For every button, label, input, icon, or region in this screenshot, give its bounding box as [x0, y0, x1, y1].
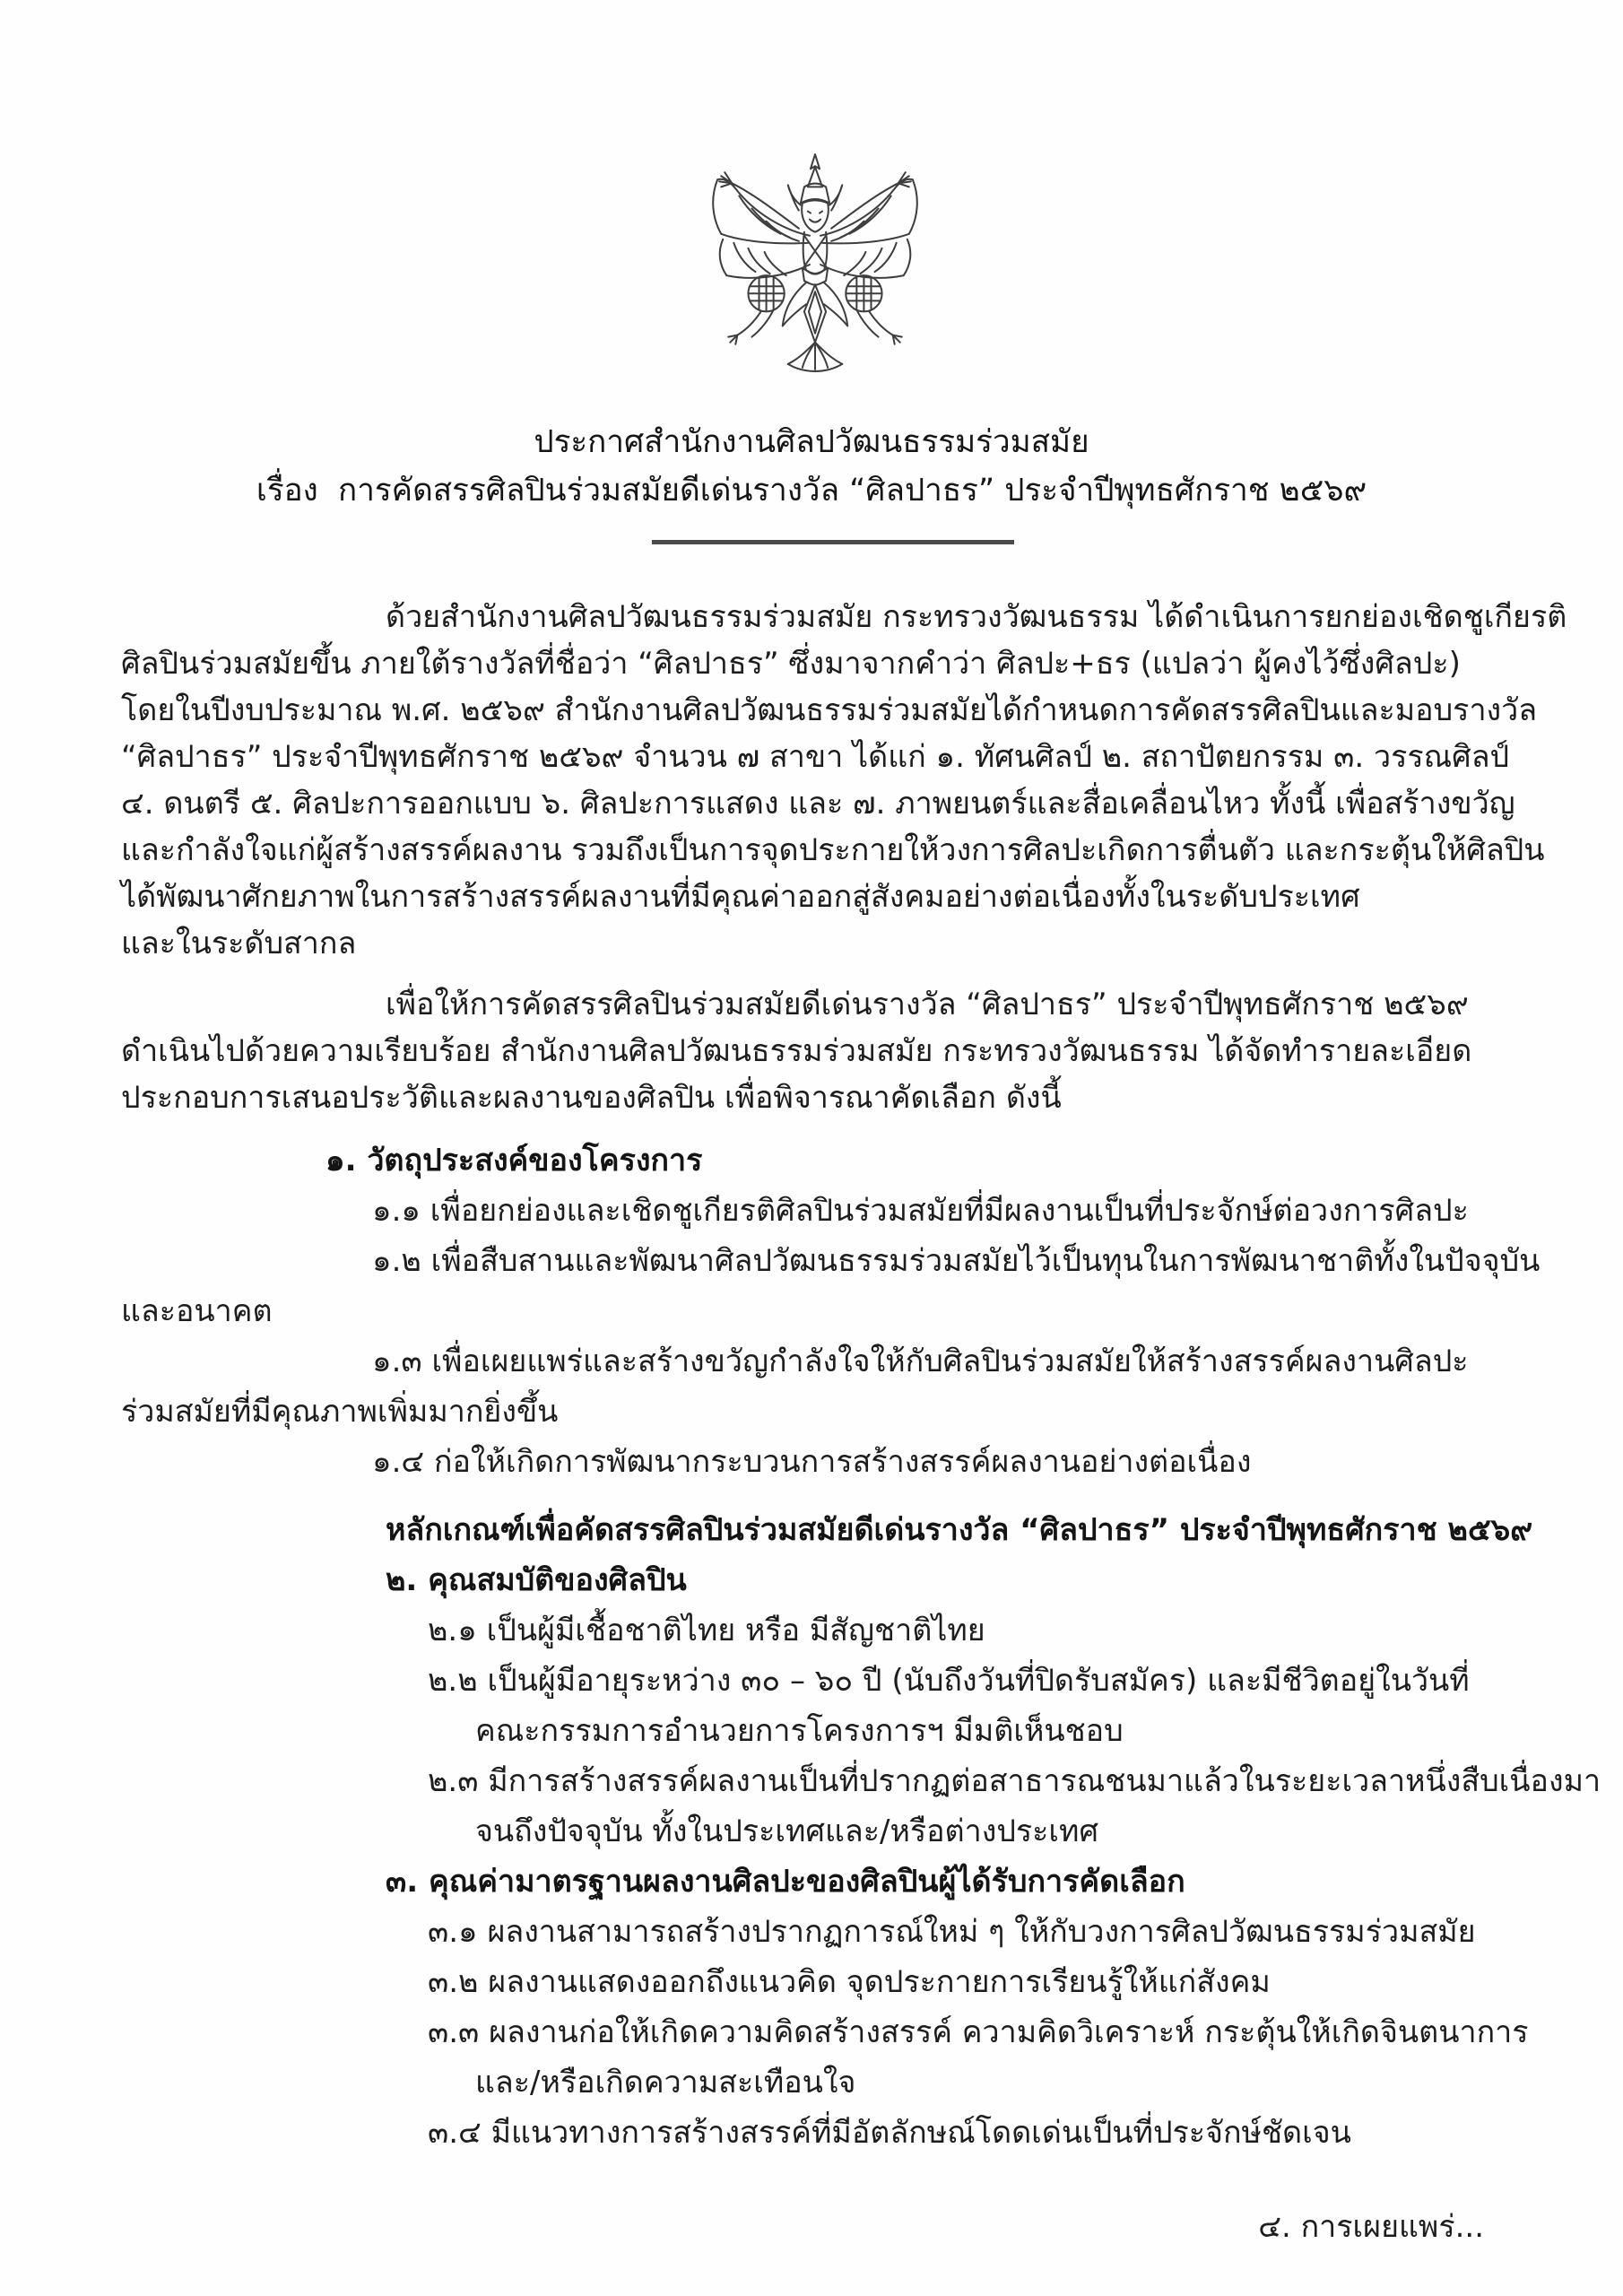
document-line: ๓.๓ ผลงานก่อให้เกิดความคิดสร้างสรรค์ ความคิดวิเคราะห์ กระตุ้นให้เกิดจินตนาการ: [428, 2014, 1529, 2050]
garuda-emblem-icon: [698, 146, 933, 378]
document-line: ๑. วัตถุประสงค์ของโครงการ: [325, 1143, 703, 1178]
document-line: และกำลังใจแก่ผู้สร้างสรรค์ผลงาน รวมถึงเป็นการจุดประกายให้วงการศิลปะเกิดการตื่นตัว และกระตุ้นให้ศิลปิน: [121, 832, 1545, 868]
announcement-title: ประกาศสำนักงานศิลปวัฒนธรรมร่วมสมัย: [534, 424, 1089, 460]
document-line: ด้วยสำนักงานศิลปวัฒนธรรมร่วมสมัย กระทรวงวัฒนธรรม ได้ดำเนินการยกย่องเชิดชูเกียรติ: [386, 599, 1567, 635]
page-catchword: ๔. การเผยแพร่...: [1258, 2209, 1484, 2245]
document-line: ๒.๒ เป็นผู้มีอายุระหว่าง ๓๐ – ๖๐ ปี (นับถึงวันที่ปิดรับสมัคร) และมีชีวิตอยู่ในวันที่: [428, 1663, 1470, 1699]
document-line: และอนาคต: [121, 1293, 273, 1329]
document-line: ๒.๓ มีการสร้างสรรค์ผลงานเป็นที่ปรากฏต่อสาธารณชนมาแล้วในระยะเวลาหนึ่งสืบเนื่องมา: [428, 1763, 1601, 1799]
document-line: ๑.๑ เพื่อยกย่องและเชิดชูเกียรติศิลปินร่วมสมัยที่มีผลงานเป็นที่ประจักษ์ต่อวงการศิลปะ: [372, 1193, 1469, 1229]
document-line: ๓.๒ ผลงานแสดงออกถึงแนวคิด จุดประกายการเรียนรู้ให้แก่สังคม: [428, 1964, 1271, 2000]
title-block: [0, 418, 1623, 515]
document-line: ศิลปินร่วมสมัยขึ้น ภายใต้รางวัลที่ชื่อว่า “ศิลปาธร” ซึ่งมาจากคำว่า ศิลปะ+ธร (แปลว่า ผู้คงไว้ซึ่งศิลปะ): [121, 646, 1461, 682]
document-line: ร่วมสมัยที่มีคุณภาพเพิ่มมากยิ่งขึ้น: [121, 1394, 559, 1430]
document-line: คณะกรรมการอำนวยการโครงการฯ มีมติเห็นชอบ: [475, 1713, 1124, 1749]
document-line: และ/หรือเกิดความสะเทือนใจ: [475, 2065, 856, 2100]
document-line: ๑.๔ ก่อให้เกิดการพัฒนากระบวนการสร้างสรรค์ผลงานอย่างต่อเนื่อง: [372, 1444, 1252, 1480]
document-line: ๓.๔ มีแนวทางการสร้างสรรค์ที่มีอัตลักษณ์โดดเด่นเป็นที่ประจักษ์ชัดเจน: [428, 2115, 1351, 2151]
document-line: ๑.๒ เพื่อสืบสานและพัฒนาศิลปวัฒนธรรมร่วมสมัยไว้เป็นทุนในการพัฒนาชาติทั้งในปัจจุบัน: [372, 1243, 1541, 1279]
title-divider: [652, 540, 1014, 544]
document-line: ดำเนินไปด้วยความเรียบร้อย สำนักงานศิลปวัฒนธรรมร่วมสมัย กระทรวงวัฒนธรรม ได้จัดทำรายละเอียด: [121, 1033, 1472, 1069]
document-line: ๑.๓ เพื่อเผยแพร่และสร้างขวัญกำลังใจให้กับศิลปินร่วมสมัยให้สร้างสรรค์ผลงานศิลปะ: [372, 1344, 1469, 1379]
document-line: “ศิลปาธร” ประจำปีพุทธศักราช ๒๕๖๙ จำนวน ๗ สาขา ได้แก่ ๑. ทัศนศิลป์ ๒. สถาปัตยกรรม ๓. วรรณศิลป์: [121, 739, 1510, 775]
document-line: โดยในปีงบประมาณ พ.ศ. ๒๕๖๙ สำนักงานศิลปวัฒนธรรมร่วมสมัยได้กำหนดการคัดสรรศิลปินและมอบรางวัล: [121, 692, 1538, 728]
document-line: ๓.๑ ผลงานสามารถสร้างปรากฏการณ์ใหม่ ๆ ให้กับวงการศิลปวัฒนธรรมร่วมสมัย: [428, 1914, 1476, 1950]
document-line: ได้พัฒนาศักยภาพในการสร้างสรรค์ผลงานที่มีคุณค่าออกสู่สังคมอย่างต่อเนื่องทั้งในระดับประเทศ: [121, 879, 1360, 915]
document-line: เพื่อให้การคัดสรรศิลปินร่วมสมัยดีเด่นรางวัล “ศิลปาธร” ประจำปีพุทธศักราช ๒๕๖๙: [386, 987, 1469, 1022]
document-line: ๒. คุณสมบัติของศิลปิน: [386, 1562, 687, 1598]
document-line: ๓. คุณค่ามาตรฐานผลงานศิลปะของศิลปินผู้ได้รับการคัดเลือก: [386, 1864, 1185, 1900]
document-line: ๔. ดนตรี ๕. ศิลปะการออกแบบ ๖. ศิลปะการแสดง และ ๗. ภาพยนตร์และสื่อเคลื่อนไหว ทั้งนี้ เพื่อสร้างขวัญ: [121, 786, 1515, 822]
announcement-subject: เรื่อง การคัดสรรศิลปินร่วมสมัยดีเด่นรางวัล “ศิลปาธร” ประจำปีพุทธศักราช ๒๕๖๙: [256, 473, 1367, 509]
document-line: ประกอบการเสนอประวัติและผลงานของศิลปิน เพื่อพิจารณาคัดเลือก ดังนี้: [121, 1080, 1062, 1116]
document-body: [121, 594, 1601, 2158]
document-line: ๒.๑ เป็นผู้มีเชื้อชาติไทย หรือ มีสัญชาติไทย: [428, 1613, 985, 1648]
document-line: หลักเกณฑ์เพื่อคัดสรรศิลปินร่วมสมัยดีเด่นรางวัล “ศิลปาธร” ประจำปีพุทธศักราช ๒๕๖๙: [386, 1512, 1533, 1548]
document-line: และในระดับสากล: [121, 926, 357, 961]
document-line: จนถึงปัจจุบัน ทั้งในประเทศและ/หรือต่างประเทศ: [475, 1813, 1099, 1849]
